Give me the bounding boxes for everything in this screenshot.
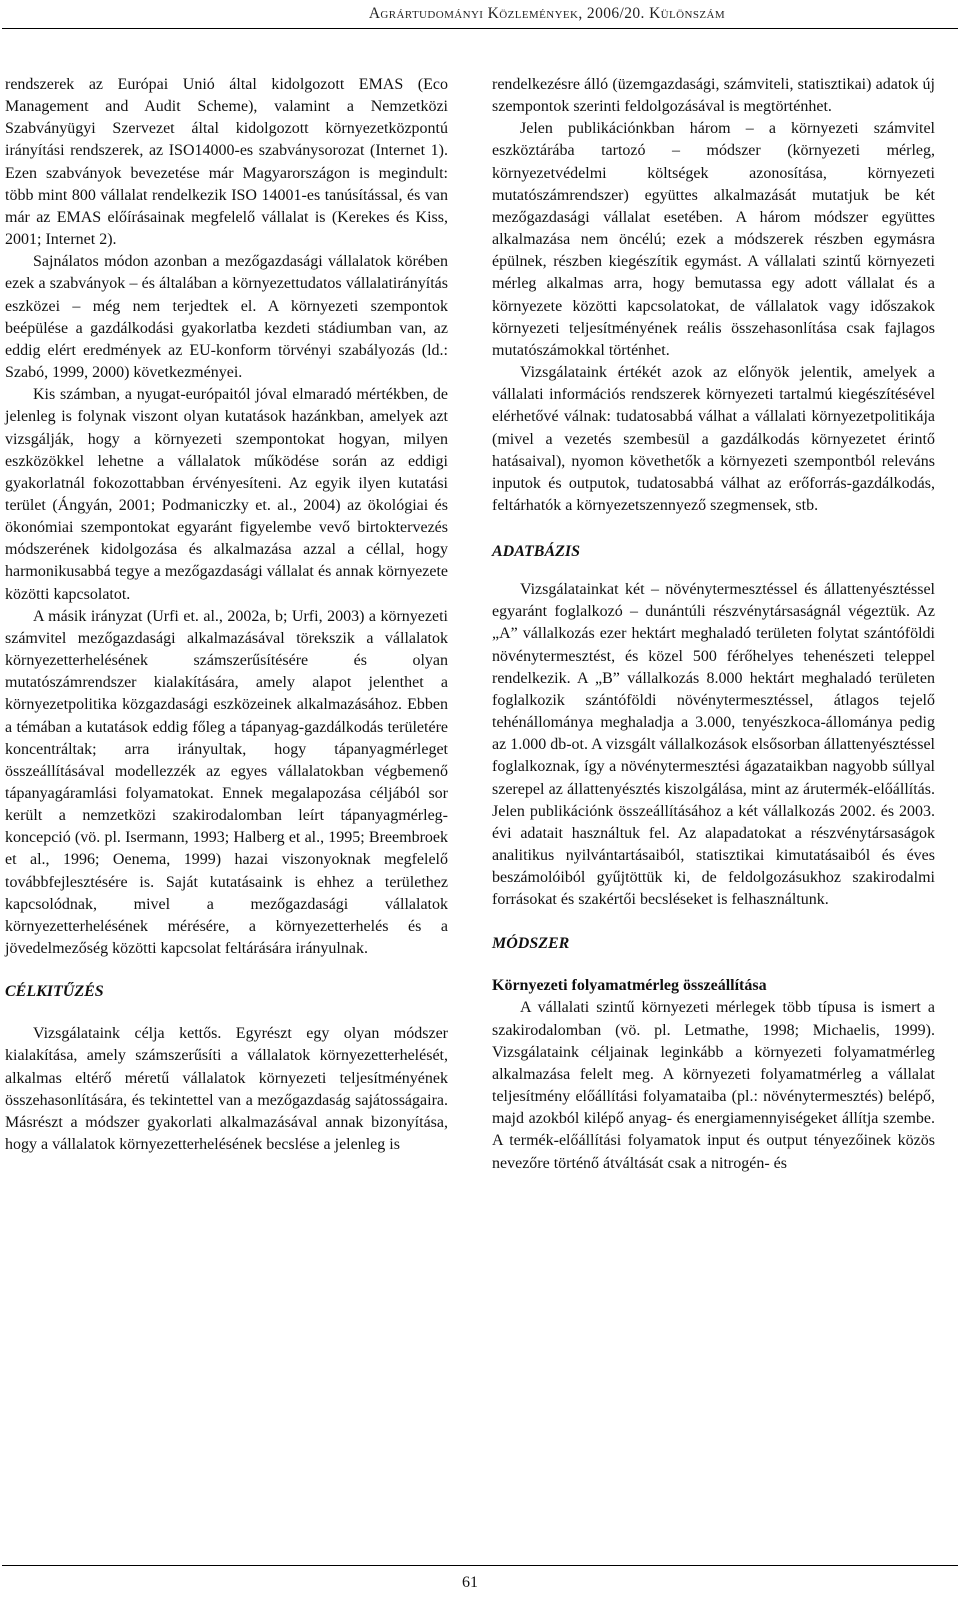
journal-title: Agrártudományi Közlemények, 2006/20. Különszám — [368, 5, 725, 22]
left-column — [5, 74, 448, 1156]
section-heading: MÓDSZER — [492, 935, 570, 953]
paragraph: Sajnálatos módon azonban a mezőgazdasági vállalatok körében ezek a szabványok – és általában a környezettudatos vállalatirányítás eszközei – még nem terjedtek el. A környezeti szempontok beépülése a gazdálkodási gyakorlatba kezdeti stádiumban van, az eddig elért eredmények az EU-konform törvényi szabályozás (ld.: Szabó, 1999, 2000) következményei. — [5, 253, 448, 382]
subsection-heading: Környezeti folyamatmérleg összeállítása — [492, 977, 767, 995]
paragraph: Vizsgálatainkat két – növénytermesztéssel és állattenyésztéssel egyaránt foglalkozó – dunántúli részvénytársaságnál végeztük. Az „A” vállalkozás ezer hektárt meghaladó területen folytat szántóföldi növénytermesztést, és közel 500 férőhelyes tehenészeti teleppel rendelkezik. A „B” vállalkozás 8.000 hektárt meghaladó területen foglalkozik szántóföldi növénytermesztéssel, átlagos tejelő tehénállománya meghaladja a 3.000, tenyészkoca-állománya pedig az 1.000 db-ot. A vizsgált vállalkozások elsősorban állattenyésztéssel foglalkoznak, így a növénytermesztési ágazataikban nagyobb súllyal szerepel az állattenyésztés kiszolgálása, mint az árutermék-előállítás. Jelen publikációnk összeállításához a két vállalkozás 2002. és 2003. évi adatait használtuk fel. Az alapadatokat a részvénytársaságok analitikus nyilvántartásaiból, statisztikai kimutatásaiból és éves beszámolóiból gyűjtöttük ki, de feldolgozásukhoz szakirodalmi forrásokat és szakértői becsléseket is felhasználtunk. — [492, 581, 935, 909]
section-heading: ADATBÁZIS — [492, 543, 581, 561]
paragraph: rendelkezésre álló (üzemgazdasági, számviteli, statisztikai) adatok új szempontok szerinti feldolgozásával is megtörténhet. — [492, 76, 935, 116]
running-header — [0, 0, 960, 30]
paragraph: A vállalati szintű környezeti mérlegek több típusa is ismert a szakirodalomban (vö. pl. Letmathe, 1998; Michaelis, 1999). Vizsgálataink céljainak leginkább a környezeti folyamatmérleg alkalmazása felelt meg. A környezeti folyamatmérleg a vállalat teljesítmény előállítási folyamataiba (pl.: növénytermesztés) belépő, majd azokból kilépő anyag- és energiamennyiségeket állítja szembe. A termék-előállítási folyamatok input és output tényezőinek közös nevezőre történő átváltását csak a nitrogén- és — [492, 999, 935, 1172]
section-heading: CÉLKITŰZÉS — [5, 983, 104, 1001]
paragraph: Kis számban, a nyugat-európaitól jóval elmaradó mértékben, de jelenleg is folynak viszont olyan kutatások hazánkban, amelyek azt vizsgálják, hogy a környezeti szempontokat hogyan, milyen eszközökkel lehetne a vállalatok működése során az eddigi gyakorlatnál fokozottabban érvényesíteni. Az egyik ilyen kutatási terület (Ángyán, 2001; Podmaniczky et. al., 2004) az ökológiai és ökonómiai szempontokat egyaránt figyelembe vevő birtoktervezés módszerének kidolgozása és alkalmazása azzal a céllal, hogy harmonikusabbá tegye a mezőgazdasági vállalat és annak környezete közötti kapcsolatot. — [5, 386, 448, 603]
paragraph: Vizsgálataink célja kettős. Egyrészt egy olyan módszer kialakítása, amely számszerűsíti a vállalatok környezetterhelését, alkalmas eltérő méretű vállalatok környezeti teljesítményének összehasonlítására, és tekintettel van a mezőgazdaság sajátosságaira. Másrészt a módszer gyakorlati alkalmazásával annak bizonyítása, hogy a vállalatok környezetterhelésének becslése a jelenleg is — [5, 1025, 448, 1154]
paragraph: Jelen publikációnkban három – a környezeti számvitel eszköztárába tartozó – módszer (környezeti mérleg, környezetvédelmi költségek azonosítása, környezeti mutatószámrendszer) együttes alkalmazását mutatjuk be két mezőgazdasági vállalat esetében. A három módszer együttes alkalmazása nem öncélú; ezek a módszerek részben egymásra épülnek, részben kiegészítik egymást. A vállalati szintű környezeti mérleg alkalmas arra, hogy bemutassa egy adott vállalat és a környezete közötti kapcsolatokat, de vállalatok vagy időszakok környezeti teljesítményének reális összehasonlítása csak fajlagos mutatószámokkal történhet. — [492, 120, 935, 359]
footer-rule — [2, 1565, 958, 1566]
page-number: 61 — [462, 1574, 478, 1591]
right-column — [492, 74, 935, 1175]
paragraph: A másik irányzat (Urfi et. al., 2002a, b; Urfi, 2003) a környezeti számvitel mezőgazdasági alkalmazásával törekszik a vállalatok környezetterhelésének számszerűsítésére és olyan mutatószámrendszer kialakítására, amely alapot jelenthet a környezetpolitika közgazdasági eszközeinek alkalmazásához. Ebben a témában a kutatások eddig főleg a tápanyag-gazdálkodás területére koncentráltak; arra irányultak, hogy tápanyagmérleget összeállításával modellezzék az egyes vállalatokban végbemenő tápanyagáramlási folyamatokat. Ennek megalapozása céljából sor került a nemzetközi szakirodalomban leírt tápanyagmérleg-koncepció (vö. pl. Isermann, 1993; Halberg et al., 1995; Breembroek et al., 1996; Oenema, 1999) hazai viszonyoknak megfelelő továbbfejlesztésére is. Saját kutatásaink is ehhez a területhez kapcsolódnak, mivel a mezőgazdasági vállalatok környezetterhelésének mérésére, a környezetterhelés és a jövedelmezőség közötti kapcsolat feltárására irányulnak. — [5, 607, 448, 958]
paragraph: rendszerek az Európai Unió által kidolgozott EMAS (Eco Management and Audit Scheme), valamint a Nemzetközi Szabványügyi Szervezet által kidolgozott környezetközpontú irányítási rendszerek, az ISO14000-es szabványsorozat (Internet 1). Ezen szabványok bevezetése már Magyarországon is megindult: több mint 800 vállalat rendelkezik ISO 14001-es tanúsítással, és van már az EMAS előírásainak megfelelő vállalat is (Kerekes és Kiss, 2001; Internet 2). — [5, 76, 448, 249]
paragraph: Vizsgálataink értékét azok az előnyök jelentik, amelyek a vállalati információs rendszerek környezeti tartalmú kiegészítésével elérhetővé válnak: tudatosabbá válhat a vállalati környezetpolitikája (mivel a vezetés szembesül a gazdálkodás környezetet érintő hatásaival), nyomon követhetők a környezeti szempontból releváns inputok és outputok, tudatosabbá válhat az erőforrás-gazdálkodás, feltárhatók a környezetszennyező szegmensek, stb. — [492, 364, 935, 514]
header-rule — [2, 28, 958, 29]
